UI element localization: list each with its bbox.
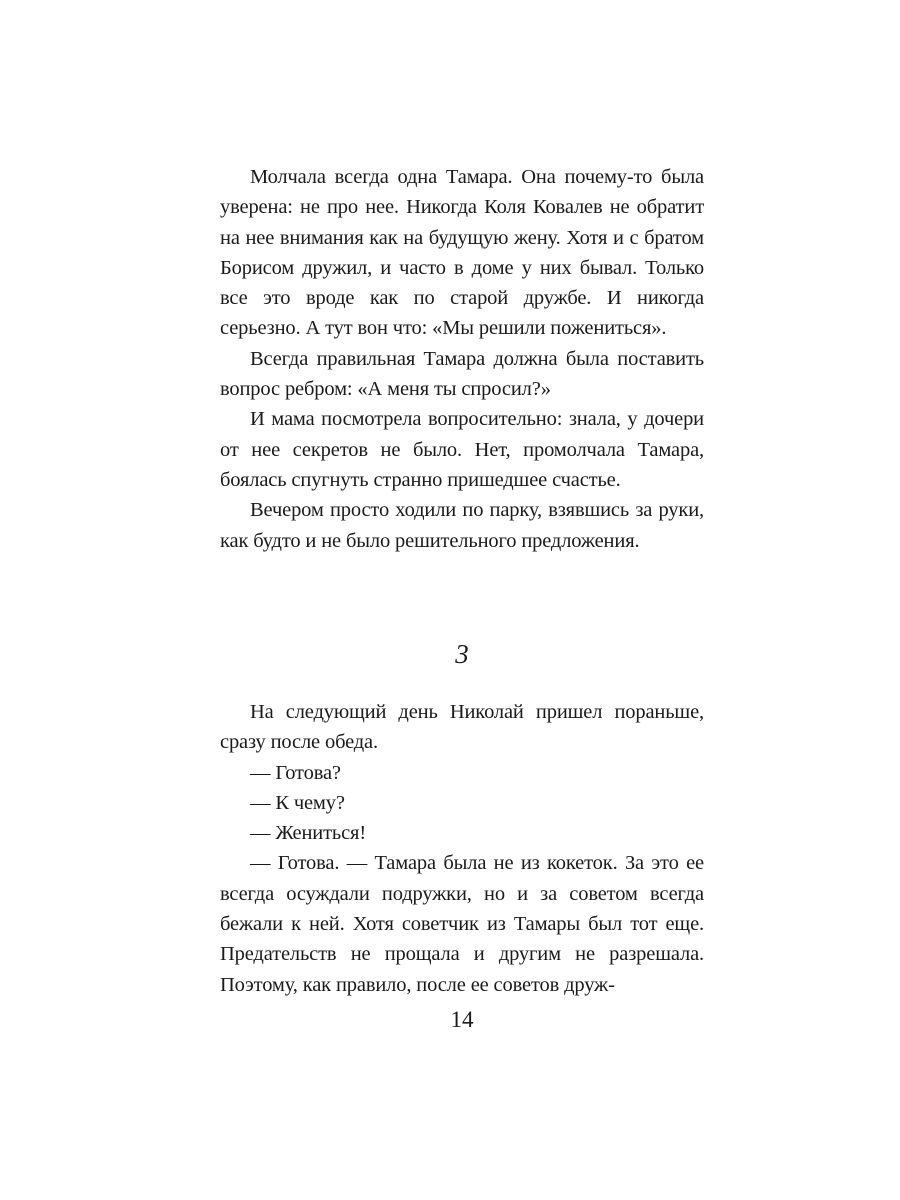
paragraph: — Готова. — Тамара была не из кокеток. За это ее всегда осуждали подружки, но и за советом всегда бежали к ней. Хотя советчик из Тамары был тот еще. Предательств не прощала и другим не разрешала. Поэтому, как правило, после ее советов друж-: [220, 852, 704, 996]
paragraph: Молчала всегда одна Тамара. Она почему-то была уверена: не про нее. Никогда Коля Ковалев не обратит на нее внимания как на будущую жену. Хотя и с братом Борисом дружил, и часто в доме у них бывал. Только все это вроде как по старой дружбе. И никогда серьезно. А тут вон что: «Мы решили пожениться».: [220, 166, 704, 340]
paragraph: Вечером просто ходили по парку, взявшись за руки, как будто и не было решительного предложения.: [220, 499, 704, 552]
text-block-before-chapter: [220, 162, 704, 556]
chapter-number: 3: [455, 639, 469, 669]
dialogue-line: — К чему?: [250, 791, 345, 814]
dialogue-line: — Жениться!: [250, 822, 367, 845]
paragraph: И мама посмотрела вопросительно: знала, у дочери от нее секретов не было. Нет, промолчала Тамара, боялась спугнуть странно пришедшее счастье.: [220, 408, 704, 491]
page-number: 14: [450, 1007, 474, 1032]
paragraph: На следующий день Николай пришел пораньше, сразу после обеда.: [220, 701, 704, 754]
text-block-after-chapter: [220, 697, 704, 1000]
dialogue-line: — Готова?: [250, 761, 341, 784]
paragraph: Всегда правильная Тамара должна была поставить вопрос ребром: «А меня ты спросил?»: [220, 347, 704, 401]
